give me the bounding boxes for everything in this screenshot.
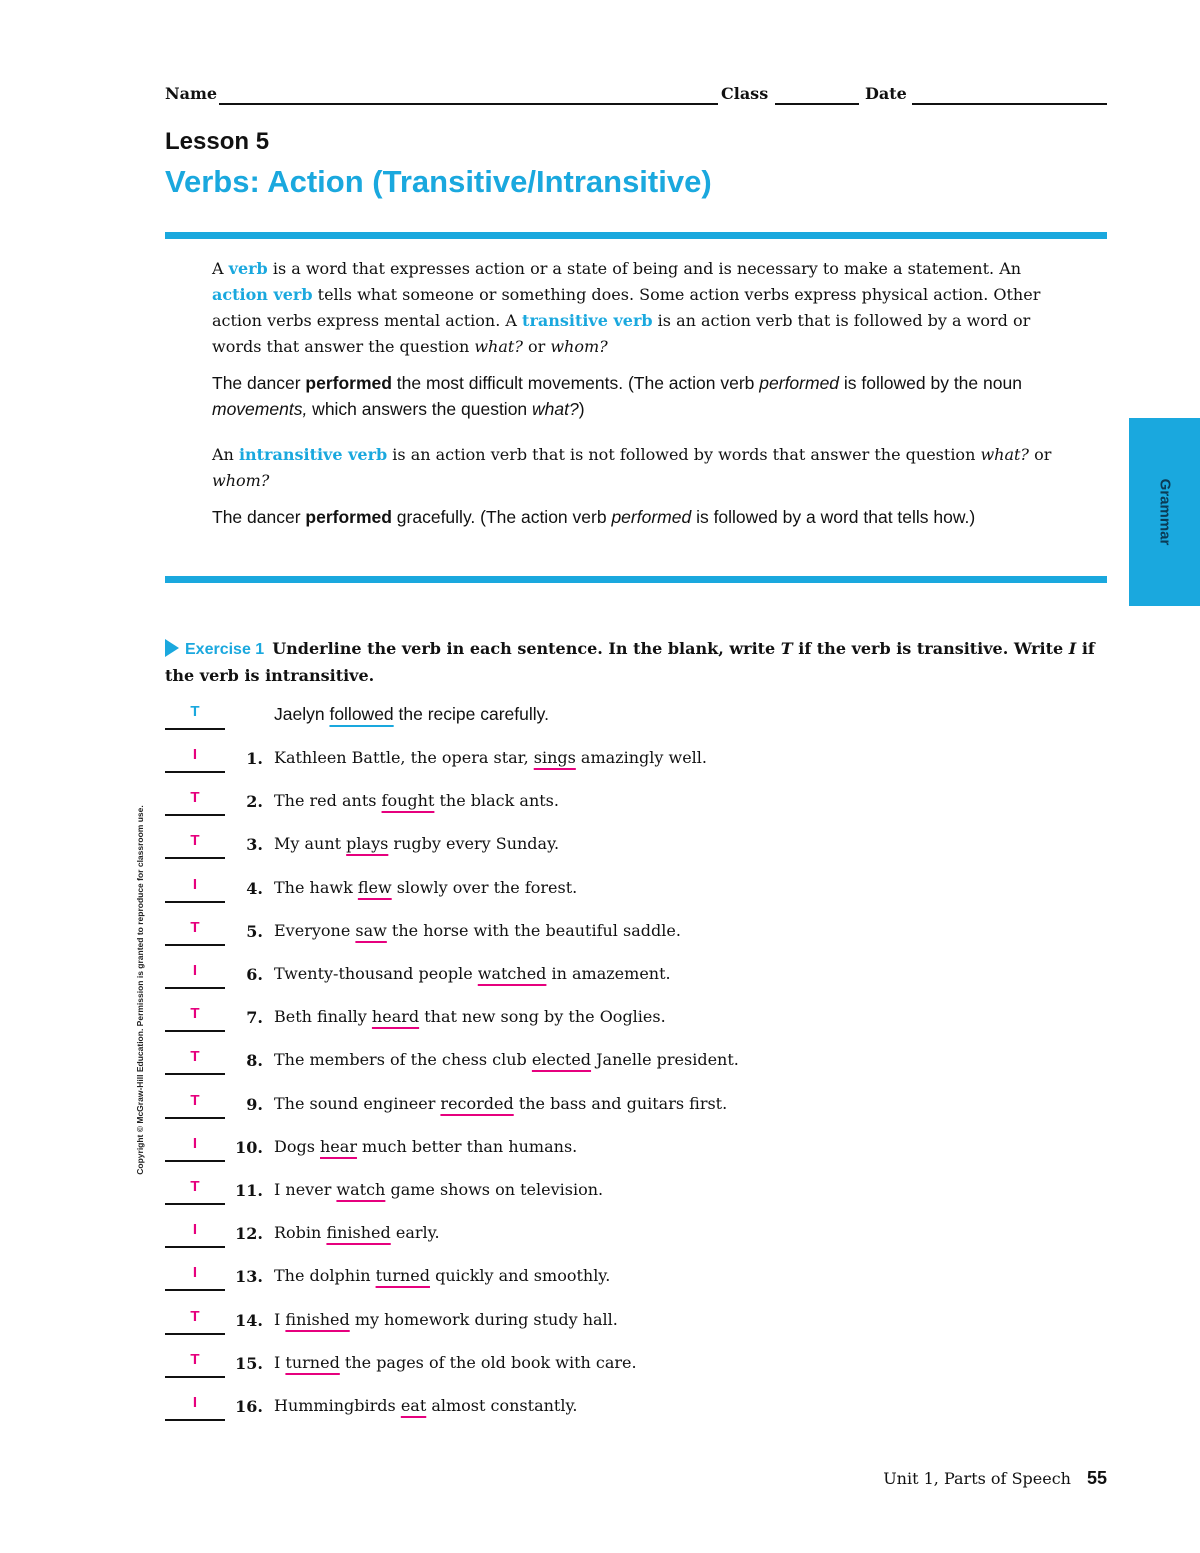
answer-mark: T (190, 789, 200, 807)
underlined-verb: watch (336, 1180, 386, 1199)
answer-blank[interactable] (165, 1376, 225, 1378)
underlined-verb: flew (357, 877, 392, 897)
bottom-rule (165, 576, 1107, 583)
item-sentence: The members of the chess club elected Janelle president. (274, 1050, 739, 1070)
answer-blank[interactable] (165, 1289, 225, 1291)
example-blank[interactable] (165, 728, 225, 730)
underlined-verb: finished (326, 1223, 391, 1243)
item-sentence: Hummingbirds eat almost constantly. (274, 1396, 578, 1415)
item-number: 5. (246, 921, 263, 941)
example-answer: T (190, 703, 200, 720)
page-footer (883, 1468, 1107, 1489)
lesson-number: Lesson 5 (165, 128, 270, 155)
exercise-item-row (165, 831, 1065, 861)
answer-blank[interactable] (165, 1246, 225, 1248)
example-row (165, 702, 1065, 732)
underlined-verb: saw (355, 920, 387, 940)
exercise-item-row (165, 1047, 1065, 1077)
page-number: 55 (1086, 1468, 1107, 1488)
item-sentence: Beth finally heard that new song by the Ooglies. (274, 1007, 666, 1027)
date-line[interactable] (912, 103, 1107, 105)
item-number: 15. (235, 1353, 263, 1373)
item-number: 6. (246, 965, 263, 984)
exercise-item-row (165, 788, 1065, 818)
exercise-item-row (165, 1091, 1065, 1121)
answer-mark: T (190, 918, 200, 936)
item-sentence: The hawk flew slowly over the forest. (274, 877, 578, 897)
underlined-verb: plays (346, 834, 389, 854)
item-number: 16. (235, 1397, 263, 1416)
answer-blank[interactable] (165, 1117, 225, 1119)
play-triangle-icon (165, 639, 179, 657)
exercise-item-row (165, 1134, 1065, 1164)
class-label: Class (721, 84, 769, 103)
intransitive-example: The dancer performed gracefully. (The action verb performed is followed by a word that tells how.) (212, 507, 976, 527)
answer-blank[interactable] (165, 1030, 225, 1032)
item-sentence: I finished my homework during study hall. (274, 1309, 618, 1329)
page-title: Verbs: Action (Transitive/Intransitive) (165, 164, 712, 199)
exercise-item-row (165, 1263, 1065, 1293)
exercise-item-row (165, 745, 1065, 775)
exercise-item-row (165, 875, 1065, 905)
underlined-verb: turned (375, 1266, 430, 1286)
exercise-item-row (165, 918, 1065, 948)
item-sentence: My aunt plays rugby every Sunday. (274, 834, 560, 854)
item-number: 8. (246, 1051, 263, 1071)
exercise-item-row (165, 1307, 1065, 1337)
answer-blank[interactable] (165, 771, 225, 773)
answer-mark: I (192, 1394, 198, 1411)
underlined-verb: recorded (440, 1093, 514, 1113)
answer-mark: I (192, 962, 198, 979)
underlined-verb: elected (531, 1050, 592, 1070)
underlined-verb: hear (320, 1136, 357, 1156)
exercise-item-row (165, 1350, 1065, 1380)
exercise-heading: Exercise 1 Underline the verb in each sentence. In the blank, write T if the verb is transitive. Write I if the verb is intransitive. (165, 639, 1095, 685)
term-verb: verb (228, 259, 268, 278)
item-number: 11. (235, 1181, 263, 1200)
exercise-item-row (165, 1177, 1065, 1207)
date-label: Date (865, 84, 907, 103)
underlined-verb: sings (533, 748, 576, 767)
item-number: 13. (235, 1267, 263, 1287)
item-sentence: The sound engineer recorded the bass and guitars first. (274, 1093, 728, 1113)
item-number: 4. (246, 878, 263, 898)
underlined-verb: finished (285, 1309, 350, 1329)
item-number: 14. (235, 1310, 263, 1330)
answer-mark: T (190, 832, 200, 850)
exercise-item-row (165, 1393, 1065, 1423)
answer-blank[interactable] (165, 901, 225, 903)
item-number: 10. (235, 1137, 263, 1157)
answer-mark: T (190, 1091, 200, 1109)
item-sentence: Dogs hear much better than humans. (274, 1136, 578, 1156)
answer-blank[interactable] (165, 1333, 225, 1335)
answer-mark: T (190, 1307, 200, 1325)
transitive-example: The dancer performed the most difficult movements. (The action verb performed is followed by the noun movements, which answers the question what?) (212, 373, 1022, 419)
answer-mark: I (192, 1221, 198, 1239)
transitive-definition: A verb is a word that expresses action or a state of being and is necessary to make a statement. An action verb tells what someone or something does. Some action verbs express physical action. Other action verbs express mental action. A transitive verb is an action verb that is followed by a word or words that answer the question what? or whom? (212, 259, 1041, 356)
item-number: 2. (246, 792, 263, 812)
item-sentence: I never watch game shows on television. (274, 1180, 604, 1199)
item-sentence: Kathleen Battle, the opera star, sings amazingly well. (274, 748, 707, 767)
answer-blank[interactable] (165, 857, 225, 859)
answer-blank[interactable] (165, 1073, 225, 1075)
top-rule (165, 232, 1107, 239)
item-number: 1. (246, 749, 263, 768)
answer-blank[interactable] (165, 1160, 225, 1162)
answer-mark: I (192, 1134, 198, 1152)
unit-label: Unit 1, Parts of Speech (883, 1469, 1071, 1488)
term-intransitive-verb: intransitive verb (238, 445, 388, 464)
underlined-verb: fought (381, 791, 435, 811)
underlined-verb: heard (371, 1007, 420, 1027)
answer-blank[interactable] (165, 1203, 225, 1205)
grammar-side-tab: Grammar (1129, 418, 1200, 606)
name-label: Name (165, 84, 218, 103)
exercise-item-row (165, 1220, 1065, 1250)
definition-box (212, 256, 1072, 530)
answer-mark: T (190, 1048, 200, 1066)
item-sentence: Robin finished early. (274, 1223, 440, 1243)
item-sentence: Twenty-thousand people watched in amazement. (274, 964, 671, 983)
answer-mark: I (192, 746, 198, 763)
item-sentence: Everyone saw the horse with the beautiful saddle. (274, 920, 681, 940)
answer-mark: I (192, 1264, 198, 1282)
item-sentence: I turned the pages of the old book with care. (274, 1352, 637, 1372)
term-transitive-verb: transitive verb (522, 311, 653, 330)
answer-blank[interactable] (165, 814, 225, 816)
underlined-verb: turned (285, 1352, 340, 1372)
item-sentence: The red ants fought the black ants. (274, 791, 559, 811)
item-number: 7. (246, 1008, 263, 1028)
answer-mark: T (190, 1178, 200, 1195)
exercise-label: Exercise 1 (185, 641, 265, 658)
class-line[interactable] (775, 103, 859, 105)
copyright-notice: Copyright © McGraw-Hill Education. Permission is granted to reproduce for classroom use. (135, 805, 145, 1175)
exercise-item-row (165, 961, 1065, 991)
intransitive-definition: An intransitive verb is an action verb that is not followed by words that answer the question what? or whom? (212, 445, 1052, 490)
term-action-verb: action verb (212, 285, 313, 304)
name-line[interactable] (219, 103, 718, 105)
item-number: 3. (246, 835, 263, 855)
answer-mark: I (192, 875, 198, 893)
example-sentence: Jaelyn followed the recipe carefully. (274, 704, 549, 724)
item-number: 12. (235, 1224, 263, 1244)
name-class-date-header (165, 84, 1107, 108)
answer-mark: T (190, 1350, 200, 1368)
answer-blank[interactable] (165, 987, 225, 989)
underlined-verb: eat (400, 1396, 427, 1415)
underlined-verb: watched (477, 964, 547, 983)
answer-blank[interactable] (165, 1419, 225, 1421)
example-verb: followed (329, 704, 394, 724)
exercise-item-row (165, 1004, 1065, 1034)
answer-blank[interactable] (165, 944, 225, 946)
item-number: 9. (246, 1094, 263, 1114)
answer-mark: T (190, 1005, 200, 1023)
item-sentence: The dolphin turned quickly and smoothly. (274, 1266, 611, 1286)
